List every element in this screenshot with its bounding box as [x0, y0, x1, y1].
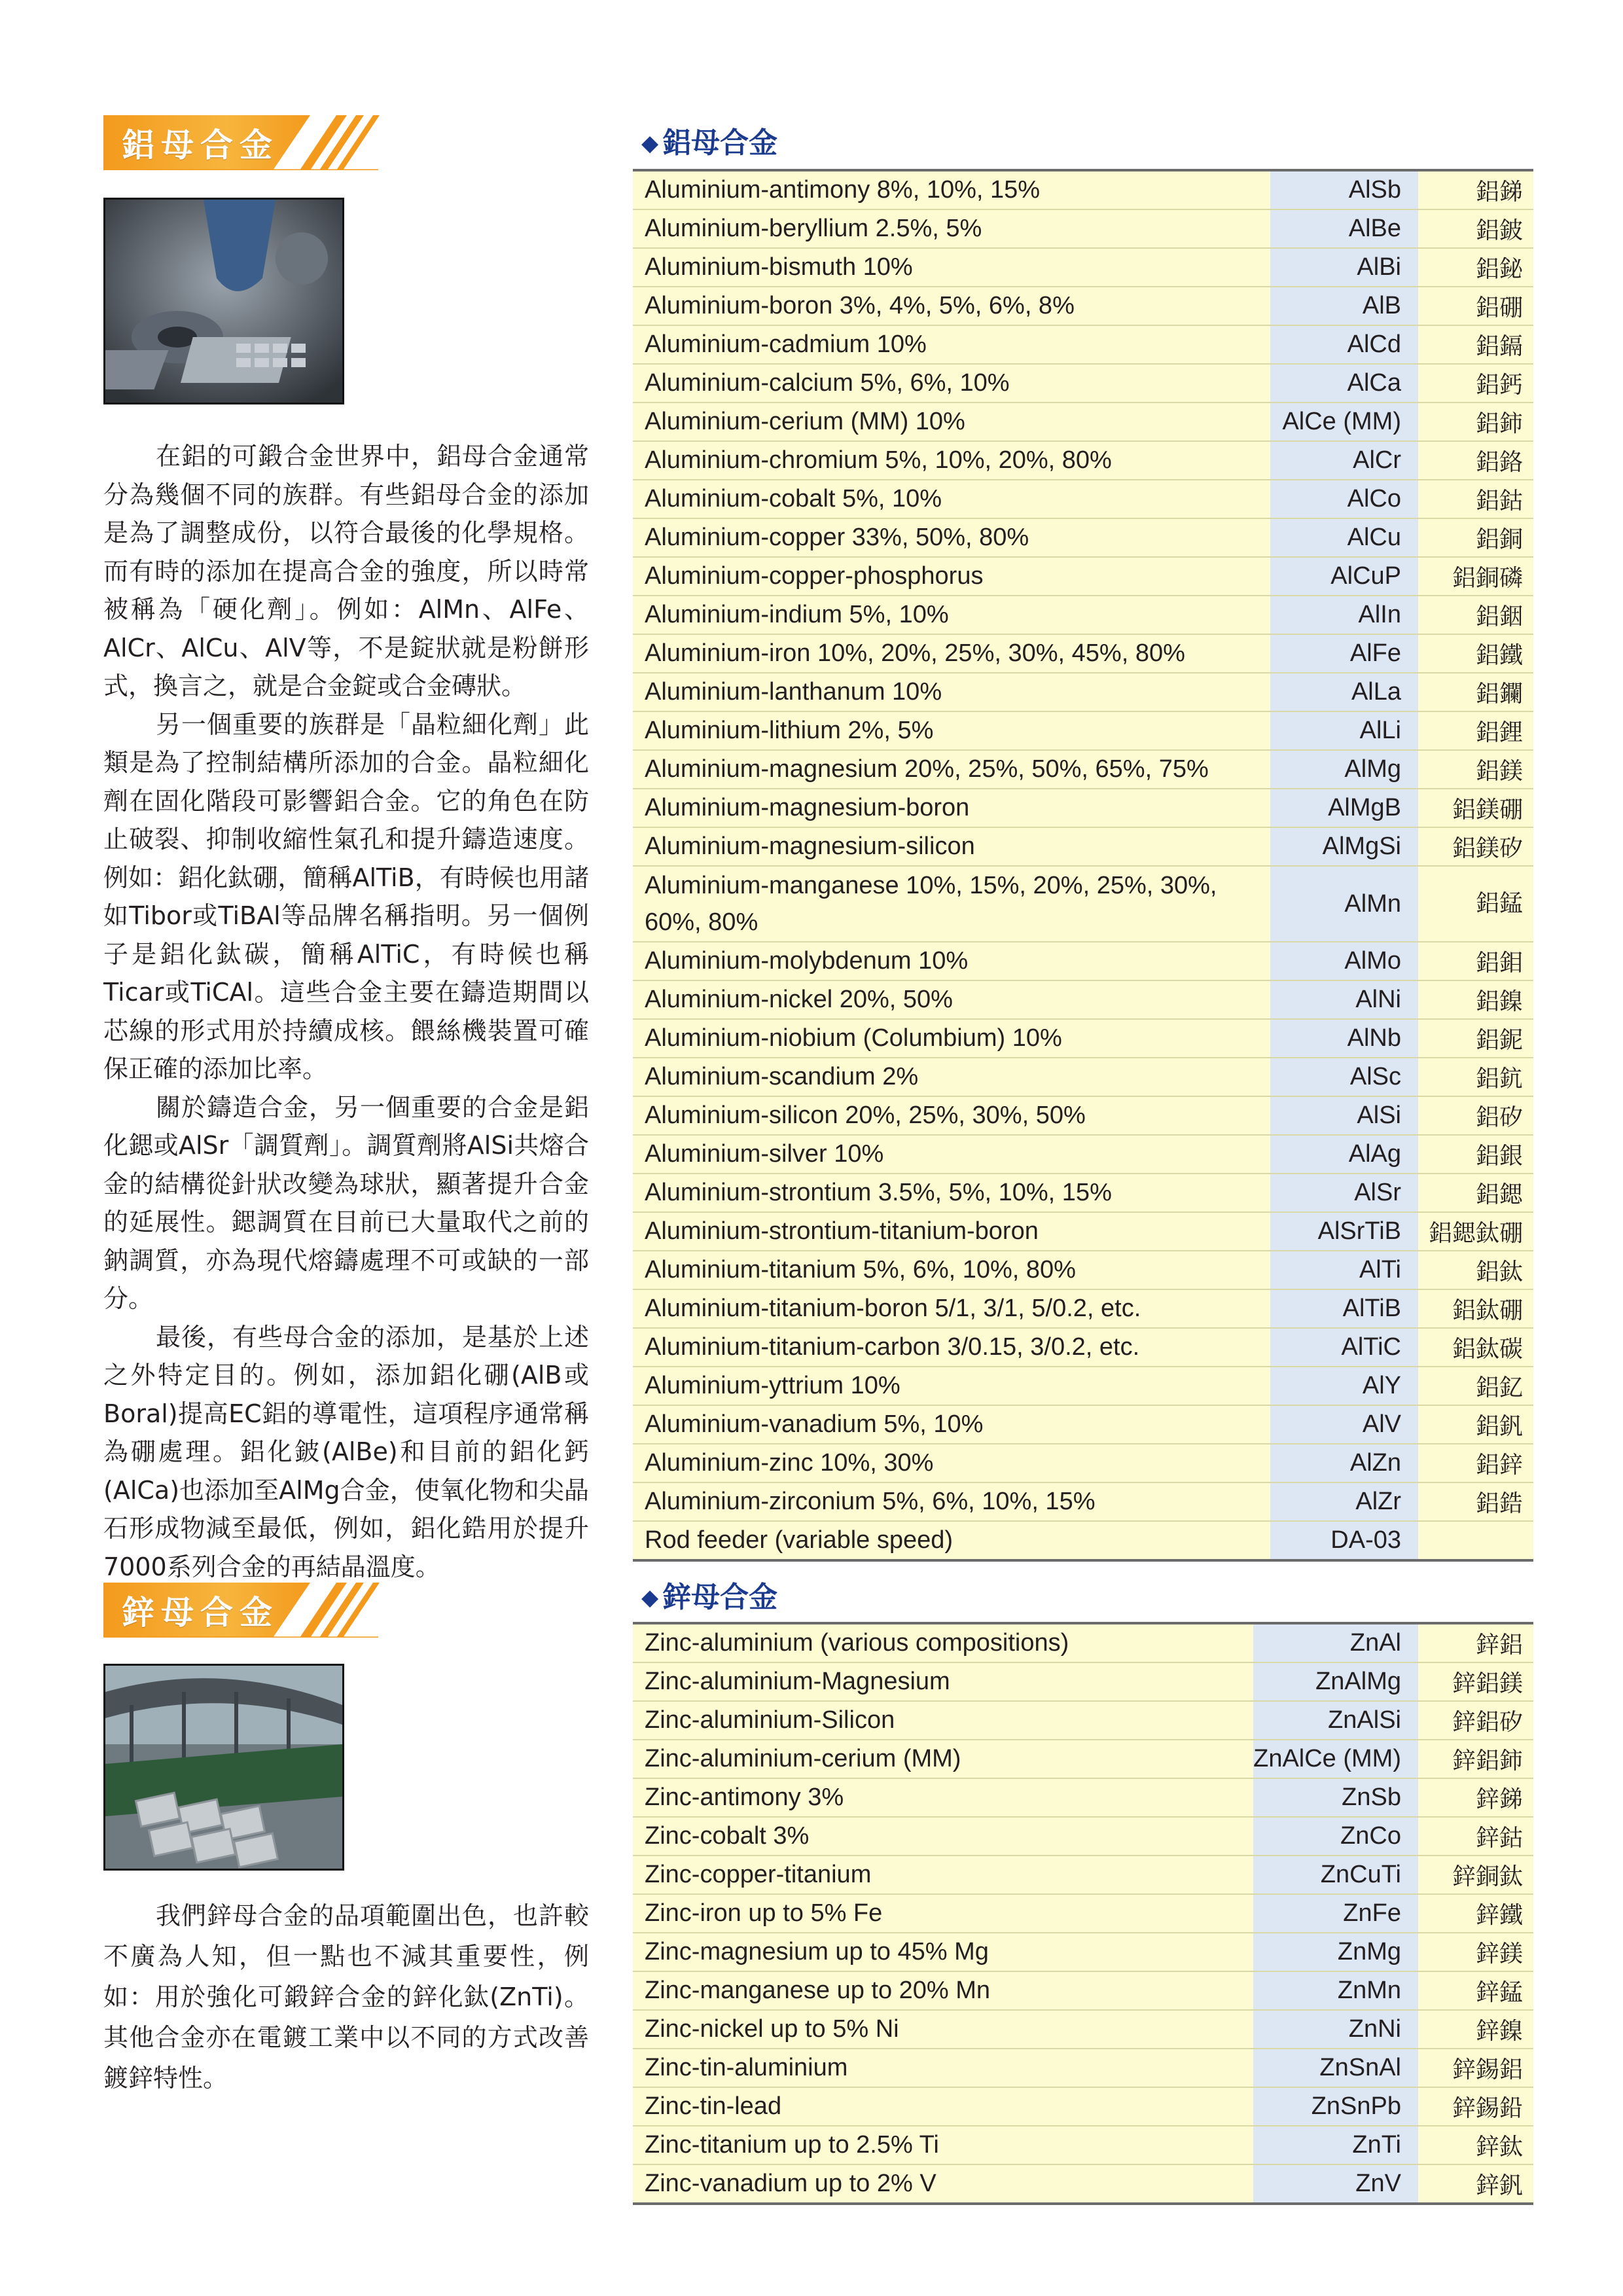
alloy-name-cell: Aluminium-niobium (Columbium) 10%: [633, 1019, 1270, 1058]
alloy-name-cell: Zinc-magnesium up to 45% Mg: [633, 1933, 1253, 1971]
table-row: [633, 827, 1533, 866]
table-row: [633, 1367, 1533, 1405]
diamond-bullet-icon: ◆: [641, 130, 659, 156]
table-row: [633, 634, 1533, 673]
alloy-chinese-name-cell: 鋁鈷: [1418, 480, 1533, 518]
alloy-name-cell: Aluminium-copper-phosphorus: [633, 557, 1270, 596]
alloy-symbol-cell: AlZn: [1270, 1444, 1418, 1482]
zinc-photo: [103, 1664, 344, 1871]
alloy-symbol-cell: AlTiB: [1270, 1289, 1418, 1328]
alloy-symbol-cell: ZnCuTi: [1253, 1856, 1418, 1894]
table-row: [633, 209, 1533, 248]
alloy-chinese-name-cell: 鋁錳: [1418, 866, 1533, 942]
alloy-name-cell: Zinc-aluminium-cerium (MM): [633, 1740, 1253, 1778]
alloy-symbol-cell: AlB: [1270, 287, 1418, 325]
alloy-chinese-name-cell: 鋁鑭: [1418, 673, 1533, 711]
alloy-symbol-cell: AlCd: [1270, 325, 1418, 364]
alloy-symbol-cell: AlAg: [1270, 1135, 1418, 1174]
alloy-name-cell: Zinc-aluminium-Magnesium: [633, 1662, 1253, 1701]
zinc-banner-title: 鋅母合金: [122, 1594, 279, 1632]
alloy-name-cell: Aluminium-strontium 3.5%, 5%, 10%, 15%: [633, 1174, 1270, 1212]
alloy-symbol-cell: ZnAlSi: [1253, 1701, 1418, 1740]
table-row: [633, 2087, 1533, 2126]
table-row: [633, 1623, 1533, 1662]
alloy-name-cell: Aluminium-magnesium 20%, 25%, 50%, 65%, 75%: [633, 750, 1270, 789]
alloy-name-cell: Zinc-vanadium up to 2% V: [633, 2164, 1253, 2204]
alloy-chinese-name-cell: 鋁鉍: [1418, 248, 1533, 287]
alloy-symbol-cell: AlSrTiB: [1270, 1212, 1418, 1251]
alloy-symbol-cell: AlZr: [1270, 1482, 1418, 1521]
alloy-chinese-name-cell: 鋅鋁: [1418, 1623, 1533, 1662]
alloy-symbol-cell: AlV: [1270, 1405, 1418, 1444]
table-row: [633, 866, 1533, 942]
alloy-chinese-name-cell: 鋁鍶: [1418, 1174, 1533, 1212]
table-row: [633, 1662, 1533, 1701]
table-row: [633, 325, 1533, 364]
alloy-name-cell: Zinc-cobalt 3%: [633, 1817, 1253, 1856]
alloy-symbol-cell: AlBe: [1270, 209, 1418, 248]
alloy-name-cell: Aluminium-yttrium 10%: [633, 1367, 1270, 1405]
table-row: [633, 1701, 1533, 1740]
table-row: [633, 1174, 1533, 1212]
aluminium-description: [103, 437, 589, 1586]
aluminium-banner-title: 鋁母合金: [122, 126, 279, 164]
table-row: [633, 557, 1533, 596]
alloy-chinese-name-cell: 鋁銅磷: [1418, 557, 1533, 596]
alloy-chinese-name-cell: 鋁銻: [1418, 170, 1533, 209]
alloy-name-cell: Aluminium-scandium 2%: [633, 1058, 1270, 1096]
table-row: [633, 1778, 1533, 1817]
table-row: [633, 1058, 1533, 1096]
alloy-name-cell: Aluminium-vanadium 5%, 10%: [633, 1405, 1270, 1444]
alloy-chinese-name-cell: 鋁釩: [1418, 1405, 1533, 1444]
alloy-chinese-name-cell: 鋁鎂硼: [1418, 789, 1533, 827]
table-row: [633, 711, 1533, 750]
alloy-name-cell: Zinc-copper-titanium: [633, 1856, 1253, 1894]
alloy-chinese-name-cell: 鋅錫鉛: [1418, 2087, 1533, 2126]
alloy-symbol-cell: AlCe (MM): [1270, 403, 1418, 441]
table-row: [633, 1482, 1533, 1521]
table-row: [633, 1817, 1533, 1856]
table-row: [633, 1135, 1533, 1174]
aluminium-paragraph-1: 在鋁的可鍛合金世界中，鋁母合金通常分為幾個不同的族群。有些鋁母合金的添加是為了調整成份，以符合最後的化學規格。而有時的添加在提高合金的強度，所以時常被稱為「硬化劑」。例如：AlMn、AlFe、AlCr、AlCu、AlV等，不是錠狀就是粉餅形式，換言之，就是合金錠或合金磚狀。: [103, 442, 589, 700]
alloy-name-cell: Aluminium-beryllium 2.5%, 5%: [633, 209, 1270, 248]
alloy-chinese-name-cell: 鋁鉻: [1418, 441, 1533, 480]
alloy-chinese-name-cell: 鋅錫鋁: [1418, 2049, 1533, 2087]
alloy-symbol-cell: ZnSnPb: [1253, 2087, 1418, 2126]
alloy-name-cell: Aluminium-manganese 10%, 15%, 20%, 25%, 30%, 60%, 80%: [633, 866, 1270, 942]
table-row: [633, 2049, 1533, 2087]
alloy-chinese-name-cell: 鋁鈦硼: [1418, 1289, 1533, 1328]
table-row: [633, 1405, 1533, 1444]
alloy-symbol-cell: AlMo: [1270, 942, 1418, 980]
alloy-name-cell: Zinc-antimony 3%: [633, 1778, 1253, 1817]
alloy-name-cell: Aluminium-silicon 20%, 25%, 30%, 50%: [633, 1096, 1270, 1135]
alloy-chinese-name-cell: 鋅鎂: [1418, 1933, 1533, 1971]
alloy-name-cell: Aluminium-silver 10%: [633, 1135, 1270, 1174]
table-row: [633, 1521, 1533, 1560]
aluminium-paragraph-2: 另一個重要的族群是「晶粒細化劑」此類是為了控制結構所添加的合金。晶粒細化劑在固化階段可影響鋁合金。它的角色在防止破裂、抑制收縮性氣孔和提升鑄造速度。例如：鋁化鈦硼，簡稱AlTiB，有時候也用諸如Tibor或TiBAl等品牌名稱指明。另一個例子是鋁化鈦碳，簡稱AlTiC，有時候也稱Ticar或TiCAl。這些合金主要在鑄造期間以芯線的形式用於持續成核。餵絲機裝置可確保正確的添加比率。: [103, 709, 589, 1083]
alloy-symbol-cell: AlMgB: [1270, 789, 1418, 827]
alloy-symbol-cell: AlY: [1270, 1367, 1418, 1405]
table-row: [633, 2164, 1533, 2204]
alloy-chinese-name-cell: 鋁鎘: [1418, 325, 1533, 364]
table-row: [633, 942, 1533, 980]
alloy-name-cell: Aluminium-titanium-boron 5/1, 3/1, 5/0.2, etc.: [633, 1289, 1270, 1328]
alloy-chinese-name-cell: 鋁鈮: [1418, 1019, 1533, 1058]
alloy-symbol-cell: ZnSnAl: [1253, 2049, 1418, 2087]
alloy-chinese-name-cell: 鋅鈦: [1418, 2126, 1533, 2164]
alloy-symbol-cell: ZnMg: [1253, 1933, 1418, 1971]
alloy-name-cell: Aluminium-cerium (MM) 10%: [633, 403, 1270, 441]
alloy-name-cell: Aluminium-antimony 8%, 10%, 15%: [633, 170, 1270, 209]
alloy-chinese-name-cell: 鋁鎂矽: [1418, 827, 1533, 866]
alloy-name-cell: Aluminium-nickel 20%, 50%: [633, 980, 1270, 1019]
table-row: [633, 170, 1533, 209]
alloy-name-cell: Zinc-tin-aluminium: [633, 2049, 1253, 2087]
alloy-symbol-cell: AlCa: [1270, 364, 1418, 403]
alloy-chinese-name-cell: 鋁鈧: [1418, 1058, 1533, 1096]
zinc-banner: [103, 1583, 391, 1638]
alloy-chinese-name-cell: 鋅銻: [1418, 1778, 1533, 1817]
alloy-name-cell: Aluminium-titanium-carbon 3/0.15, 3/0.2, etc.: [633, 1328, 1270, 1367]
aluminium-section-title: [641, 119, 777, 161]
table-row: [633, 1856, 1533, 1894]
alloy-chinese-name-cell: 鋅鐵: [1418, 1894, 1533, 1933]
alloy-name-cell: Aluminium-indium 5%, 10%: [633, 596, 1270, 634]
alloy-name-cell: Aluminium-titanium 5%, 6%, 10%, 80%: [633, 1251, 1270, 1289]
alloy-symbol-cell: AlMgSi: [1270, 827, 1418, 866]
alloy-symbol-cell: ZnAl: [1253, 1623, 1418, 1662]
alloy-symbol-cell: ZnCo: [1253, 1817, 1418, 1856]
alloy-chinese-name-cell: 鋁鈹: [1418, 209, 1533, 248]
alloy-symbol-cell: AlCuP: [1270, 557, 1418, 596]
alloy-chinese-name-cell: 鋁鐵: [1418, 634, 1533, 673]
aluminium-photo: [103, 198, 344, 404]
alloy-chinese-name-cell: 鋁釔: [1418, 1367, 1533, 1405]
table-row: [633, 1740, 1533, 1778]
aluminium-alloy-table: [633, 169, 1533, 1562]
alloy-symbol-cell: AlIn: [1270, 596, 1418, 634]
aluminium-banner: [103, 115, 391, 170]
alloy-name-cell: Aluminium-cadmium 10%: [633, 325, 1270, 364]
alloy-symbol-cell: ZnMn: [1253, 1971, 1418, 2010]
alloy-chinese-name-cell: 鋅鈷: [1418, 1817, 1533, 1856]
alloy-name-cell: Aluminium-zinc 10%, 30%: [633, 1444, 1270, 1482]
alloy-symbol-cell: AlNb: [1270, 1019, 1418, 1058]
table-row: [633, 673, 1533, 711]
table-row: [633, 2126, 1533, 2164]
alloy-name-cell: Aluminium-zirconium 5%, 6%, 10%, 15%: [633, 1482, 1270, 1521]
alloy-symbol-cell: ZnAlCe (MM): [1253, 1740, 1418, 1778]
alloy-symbol-cell: AlLa: [1270, 673, 1418, 711]
zinc-paragraph-1: 我們鋅母合金的品項範圍出色，也許較不廣為人知，但一點也不減其重要性，例如：用於強化可鍛鋅合金的鋅化鈦(ZnTi)。其他合金亦在電鍍工業中以不同的方式改善鍍鋅特性。: [103, 1901, 589, 2092]
alloy-chinese-name-cell: 鋁鎂: [1418, 750, 1533, 789]
table-row: [633, 1212, 1533, 1251]
table-row: [633, 518, 1533, 557]
alloy-chinese-name-cell: 鋁銦: [1418, 596, 1533, 634]
alloy-chinese-name-cell: 鋁矽: [1418, 1096, 1533, 1135]
table-row: [633, 287, 1533, 325]
alloy-chinese-name-cell: 鋁鈰: [1418, 403, 1533, 441]
alloy-symbol-cell: AlCu: [1270, 518, 1418, 557]
alloy-symbol-cell: ZnAlMg: [1253, 1662, 1418, 1701]
zinc-section-title-text: 鋅母合金: [662, 1581, 778, 1614]
alloy-chinese-name-cell: 鋁銅: [1418, 518, 1533, 557]
alloy-symbol-cell: AlMn: [1270, 866, 1418, 942]
alloy-name-cell: Aluminium-copper 33%, 50%, 80%: [633, 518, 1270, 557]
table-row: [633, 441, 1533, 480]
table-row: [633, 1933, 1533, 1971]
alloy-chinese-name-cell: 鋁鋅: [1418, 1444, 1533, 1482]
table-row: [633, 1444, 1533, 1482]
alloy-symbol-cell: AlSb: [1270, 170, 1418, 209]
alloy-chinese-name-cell: 鋁銀: [1418, 1135, 1533, 1174]
aluminium-paragraph-3: 關於鑄造合金，另一個重要的合金是鋁化鍶或AlSr「調質劑」。調質劑將AlSi共熔合金的結構從針狀改變為球狀，顯著提升合金的延展性。鍶調質在目前已大量取代之前的鈉調質，亦為現代熔鑄處理不可或缺的一部分。: [103, 1092, 589, 1313]
alloy-chinese-name-cell: 鋅鋁矽: [1418, 1701, 1533, 1740]
alloy-name-cell: Aluminium-lithium 2%, 5%: [633, 711, 1270, 750]
alloy-chinese-name-cell: 鋁鋰: [1418, 711, 1533, 750]
alloy-symbol-cell: AlTiC: [1270, 1328, 1418, 1367]
table-row: [633, 1019, 1533, 1058]
alloy-symbol-cell: AlSc: [1270, 1058, 1418, 1096]
alloy-chinese-name-cell: 鋁鈣: [1418, 364, 1533, 403]
alloy-chinese-name-cell: 鋁鈦碳: [1418, 1328, 1533, 1367]
alloy-chinese-name-cell: [1418, 1521, 1533, 1560]
alloy-chinese-name-cell: 鋁鍶鈦硼: [1418, 1212, 1533, 1251]
alloy-chinese-name-cell: 鋅鋁鎂: [1418, 1662, 1533, 1701]
alloy-name-cell: Aluminium-iron 10%, 20%, 25%, 30%, 45%, 80%: [633, 634, 1270, 673]
table-row: [633, 480, 1533, 518]
table-row: [633, 248, 1533, 287]
alloy-name-cell: Aluminium-cobalt 5%, 10%: [633, 480, 1270, 518]
alloy-name-cell: Aluminium-boron 3%, 4%, 5%, 6%, 8%: [633, 287, 1270, 325]
alloy-name-cell: Aluminium-chromium 5%, 10%, 20%, 80%: [633, 441, 1270, 480]
alloy-chinese-name-cell: 鋁鈦: [1418, 1251, 1533, 1289]
table-row: [633, 980, 1533, 1019]
alloy-symbol-cell: DA-03: [1270, 1521, 1418, 1560]
alloy-name-cell: Aluminium-strontium-titanium-boron: [633, 1212, 1270, 1251]
alloy-chinese-name-cell: 鋅銅鈦: [1418, 1856, 1533, 1894]
alloy-name-cell: Rod feeder (variable speed): [633, 1521, 1270, 1560]
alloy-symbol-cell: ZnSb: [1253, 1778, 1418, 1817]
alloy-chinese-name-cell: 鋅鎳: [1418, 2010, 1533, 2049]
zinc-description: [103, 1895, 589, 2098]
aluminium-section-title-text: 鋁母合金: [662, 126, 778, 160]
alloy-symbol-cell: ZnFe: [1253, 1894, 1418, 1933]
alloy-symbol-cell: AlCr: [1270, 441, 1418, 480]
alloy-symbol-cell: AlNi: [1270, 980, 1418, 1019]
table-row: [633, 2010, 1533, 2049]
table-row: [633, 789, 1533, 827]
alloy-symbol-cell: ZnV: [1253, 2164, 1418, 2204]
alloy-name-cell: Aluminium-molybdenum 10%: [633, 942, 1270, 980]
table-row: [633, 596, 1533, 634]
alloy-symbol-cell: AlCo: [1270, 480, 1418, 518]
alloy-name-cell: Zinc-manganese up to 20% Mn: [633, 1971, 1253, 2010]
table-row: [633, 1971, 1533, 2010]
alloy-chinese-name-cell: 鋅釩: [1418, 2164, 1533, 2204]
alloy-symbol-cell: AlLi: [1270, 711, 1418, 750]
alloy-symbol-cell: AlTi: [1270, 1251, 1418, 1289]
alloy-name-cell: Zinc-aluminium-Silicon: [633, 1701, 1253, 1740]
alloy-chinese-name-cell: 鋁硼: [1418, 287, 1533, 325]
table-row: [633, 403, 1533, 441]
aluminium-paragraph-4: 最後，有些母合金的添加，是基於上述之外特定目的。例如，添加鋁化硼(AlB或Boral)提高EC鋁的導電性，這項程序通常稱為硼處理。鋁化鈹(AlBe)和目前的鋁化鈣(AlCa)也添加至AlMg合金，使氧化物和尖晶石形成物減至最低，例如，鋁化鋯用於提升7000系列合金的再結晶溫度。: [103, 1322, 589, 1581]
alloy-chinese-name-cell: 鋅錳: [1418, 1971, 1533, 2010]
alloy-chinese-name-cell: 鋁鉬: [1418, 942, 1533, 980]
diamond-bullet-icon: ◆: [641, 1585, 659, 1611]
alloy-symbol-cell: AlSi: [1270, 1096, 1418, 1135]
alloy-name-cell: Aluminium-lanthanum 10%: [633, 673, 1270, 711]
alloy-chinese-name-cell: 鋅鋁鈰: [1418, 1740, 1533, 1778]
alloy-symbol-cell: AlMg: [1270, 750, 1418, 789]
alloy-name-cell: Zinc-aluminium (various compositions): [633, 1623, 1253, 1662]
alloy-name-cell: Aluminium-calcium 5%, 6%, 10%: [633, 364, 1270, 403]
table-row: [633, 750, 1533, 789]
alloy-symbol-cell: AlBi: [1270, 248, 1418, 287]
alloy-name-cell: Aluminium-bismuth 10%: [633, 248, 1270, 287]
alloy-chinese-name-cell: 鋁鎳: [1418, 980, 1533, 1019]
alloy-name-cell: Zinc-tin-lead: [633, 2087, 1253, 2126]
alloy-name-cell: Aluminium-magnesium-boron: [633, 789, 1270, 827]
alloy-name-cell: Zinc-nickel up to 5% Ni: [633, 2010, 1253, 2049]
table-row: [633, 1289, 1533, 1328]
table-row: [633, 1328, 1533, 1367]
alloy-symbol-cell: ZnNi: [1253, 2010, 1418, 2049]
table-row: [633, 1251, 1533, 1289]
alloy-symbol-cell: ZnTi: [1253, 2126, 1418, 2164]
table-row: [633, 1894, 1533, 1933]
alloy-symbol-cell: AlSr: [1270, 1174, 1418, 1212]
table-row: [633, 1096, 1533, 1135]
alloy-chinese-name-cell: 鋁鋯: [1418, 1482, 1533, 1521]
alloy-name-cell: Aluminium-magnesium-silicon: [633, 827, 1270, 866]
alloy-name-cell: Zinc-iron up to 5% Fe: [633, 1894, 1253, 1933]
table-row: [633, 364, 1533, 403]
alloy-name-cell: Zinc-titanium up to 2.5% Ti: [633, 2126, 1253, 2164]
zinc-alloy-table: [633, 1622, 1533, 2205]
zinc-section-title: [641, 1573, 777, 1615]
alloy-symbol-cell: AlFe: [1270, 634, 1418, 673]
